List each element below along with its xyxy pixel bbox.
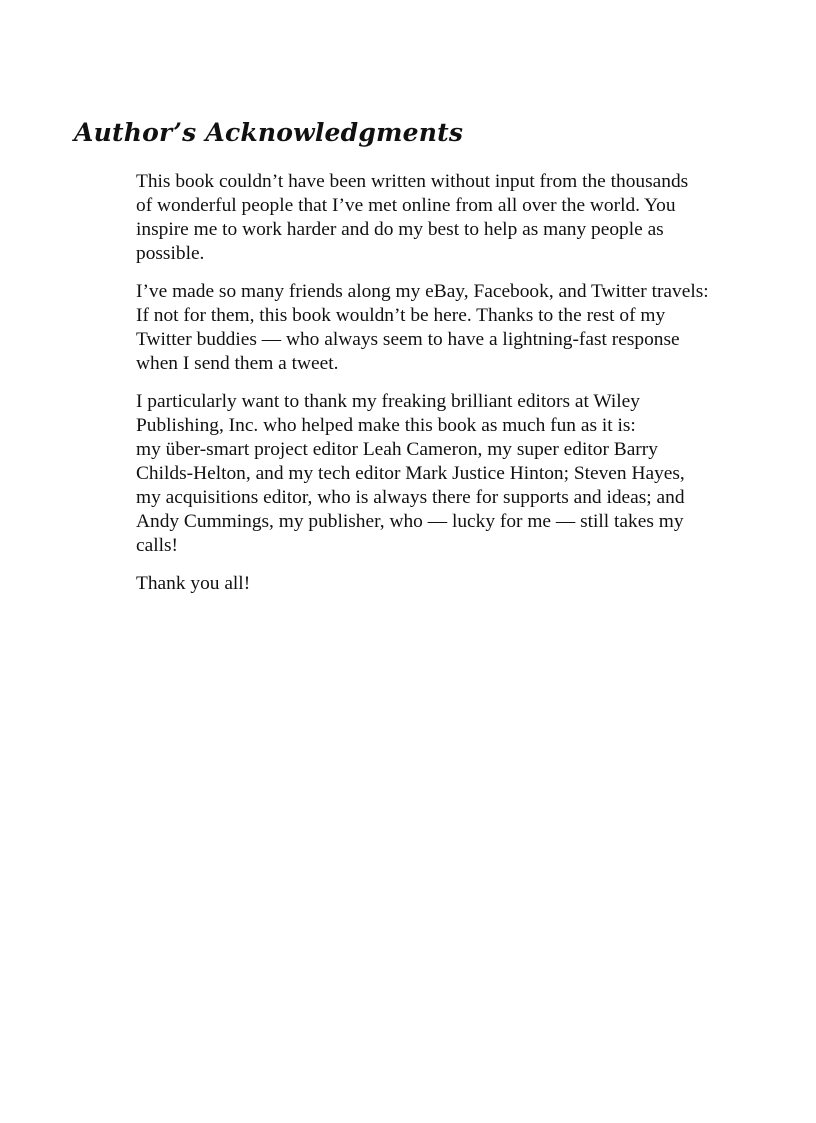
text-line: Childs-Helton, and my tech editor Mark Justice Hinton; Steven Hayes, [136, 463, 685, 484]
text-line: inspire me to work harder and do my best to help as many people as [136, 219, 664, 240]
text-line: Thank you all! [136, 573, 251, 594]
text-line: possible. [136, 243, 205, 264]
text-line: of wonderful people that I’ve met online from all over the world. You [136, 195, 676, 216]
text-line: I particularly want to thank my freaking brilliant editors at Wiley [136, 391, 640, 412]
text-line: If not for them, this book wouldn’t be here. Thanks to the rest of my [136, 305, 666, 326]
paragraph [136, 170, 756, 266]
text-line: when I send them a tweet. [136, 353, 339, 374]
text-line: This book couldn’t have been written without input from the thousands [136, 171, 689, 192]
text-line: calls! [136, 535, 178, 556]
text-line: my über-smart project editor Leah Cameron, my super editor Barry [136, 439, 658, 460]
paragraph [136, 572, 756, 596]
page-heading: Author’s Acknowledgments [74, 118, 464, 147]
text-line: Twitter buddies — who always seem to have a lightning-fast response [136, 329, 680, 350]
paragraph [136, 390, 756, 558]
text-line: Publishing, Inc. who helped make this book as much fun as it is: [136, 415, 636, 436]
paragraph [136, 280, 756, 376]
acknowledgments-body [136, 170, 756, 610]
text-line: I’ve made so many friends along my eBay, Facebook, and Twitter travels: [136, 281, 709, 302]
text-line: Andy Cummings, my publisher, who — lucky for me — still takes my [136, 511, 684, 532]
text-line: my acquisitions editor, who is always there for supports and ideas; and [136, 487, 685, 508]
